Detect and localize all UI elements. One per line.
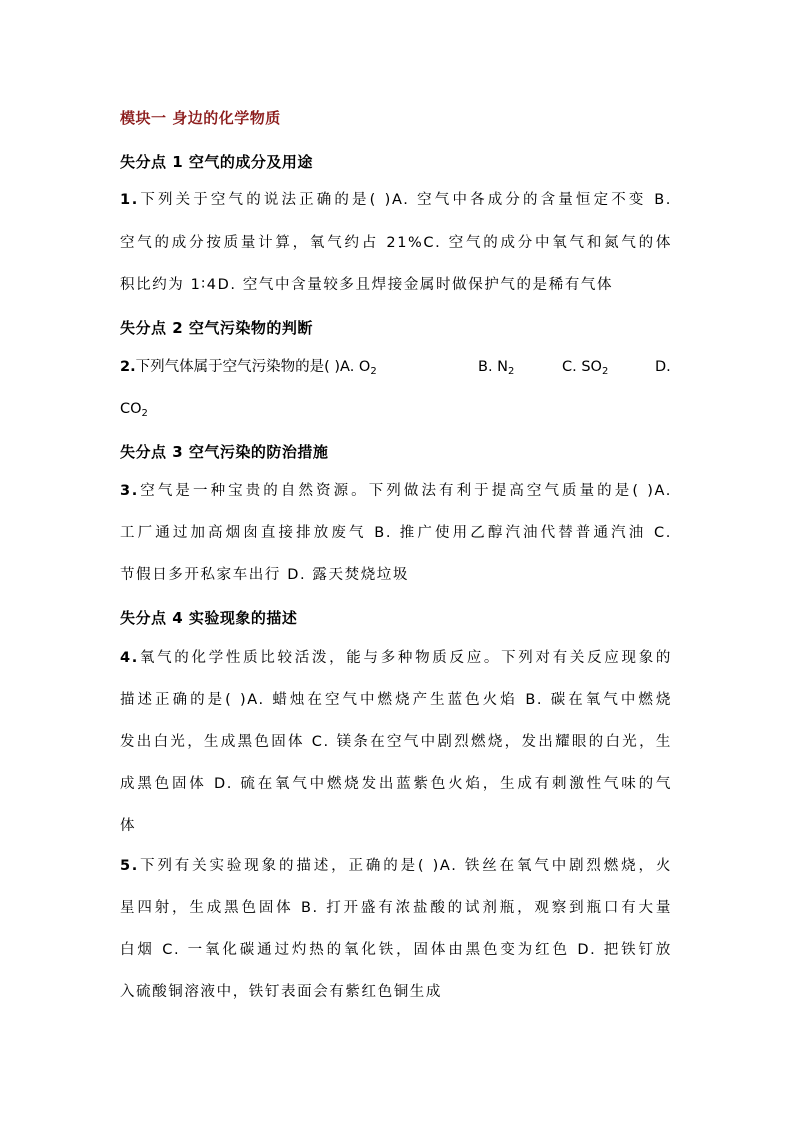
question-3-line-2: 工厂通过加高烟囱直接排放废气 B. 推广使用乙醇汽油代替普通汽油 C. — [120, 525, 672, 541]
module-title: 模块一 身边的化学物质 — [120, 109, 281, 127]
question-2-stem — [120, 357, 377, 377]
question-3-line-1 — [120, 481, 672, 501]
question-3-text-1: 空气是一种宝贵的自然资源。下列做法有利于提高空气质量的是( )A. — [138, 483, 672, 499]
question-2-option-a-subscript: 2 — [370, 366, 377, 377]
question-2-option-b — [478, 357, 514, 377]
question-2-option-d — [120, 399, 148, 419]
section-title-1: 失分点 1 空气的成分及用途 — [120, 153, 313, 171]
question-5-line-4: 入硫酸铜溶液中，铁钉表面会有紫红色铜生成 — [120, 984, 442, 1000]
question-4-line-1 — [120, 648, 672, 668]
question-5-line-1 — [120, 856, 672, 876]
question-3-number: 3. — [120, 483, 139, 499]
question-2-option-c — [562, 357, 608, 377]
question-1-number: 1. — [120, 192, 139, 208]
question-2-option-c-subscript: 2 — [601, 366, 609, 377]
question-4-line-5: 体 — [120, 818, 137, 834]
question-4-line-2: 描述正确的是( )A. 蜡烛在空气中燃烧产生蓝色火焰 B. 碳在氧气中燃烧 — [120, 692, 672, 708]
question-4-line-3: 发出白光，生成黑色固体 C. 镁条在空气中剧烈燃烧，发出耀眼的白光，生 — [120, 734, 672, 750]
question-2-number: 2. — [120, 359, 136, 375]
question-1-line-1 — [120, 190, 672, 210]
question-2-option-b-text: B. N — [478, 359, 509, 375]
question-3-line-3: 节假日多开私家车出行 D. 露天焚烧垃圾 — [120, 567, 409, 583]
question-5-text-1: 下列有关实验现象的描述，正确的是( )A. 铁丝在氧气中剧烈燃烧，火 — [138, 858, 672, 874]
question-4-number: 4. — [120, 650, 139, 666]
question-2-stem-text: 下列气体属于空气污染物的是( )A. O — [135, 359, 371, 375]
question-1-line-3: 积比约为 1∶4D. 空气中含量较多且焊接金属时做保护气的是稀有气体 — [120, 277, 614, 293]
section-title-3: 失分点 3 空气污染的防治措施 — [120, 443, 329, 461]
question-1-line-2: 空气的成分按质量计算，氧气约占 21%C. 空气的成分中氧气和氮气的体 — [120, 235, 672, 251]
question-2-option-b-subscript: 2 — [508, 366, 515, 377]
question-5-line-3: 白烟 C. 一氧化碳通过灼热的氧化铁，固体由黑色变为红色 D. 把铁钉放 — [120, 942, 672, 958]
section-title-4: 失分点 4 实验现象的描述 — [120, 609, 298, 627]
question-2-option-d-subscript: 2 — [141, 408, 148, 419]
question-1-text-1: 下列关于空气的说法正确的是( )A. 空气中各成分的含量恒定不变 B. — [138, 192, 672, 208]
question-2-option-d-text: CO — [120, 401, 142, 417]
question-2-option-d-label: D. — [655, 359, 671, 375]
question-4-text-1: 氧气的化学性质比较活泼，能与多种物质反应。下列对有关反应现象的 — [138, 650, 672, 666]
question-5-number: 5. — [120, 858, 139, 874]
section-title-2: 失分点 2 空气污染物的判断 — [120, 319, 313, 337]
question-2-option-c-text: C. SO — [562, 359, 602, 375]
question-5-line-2: 星四射，生成黑色固体 B. 打开盛有浓盐酸的试剂瓶，观察到瓶口有大量 — [120, 900, 672, 916]
question-4-line-4: 成黑色固体 D. 硫在氧气中燃烧发出蓝紫色火焰，生成有刺激性气味的气 — [120, 776, 672, 792]
